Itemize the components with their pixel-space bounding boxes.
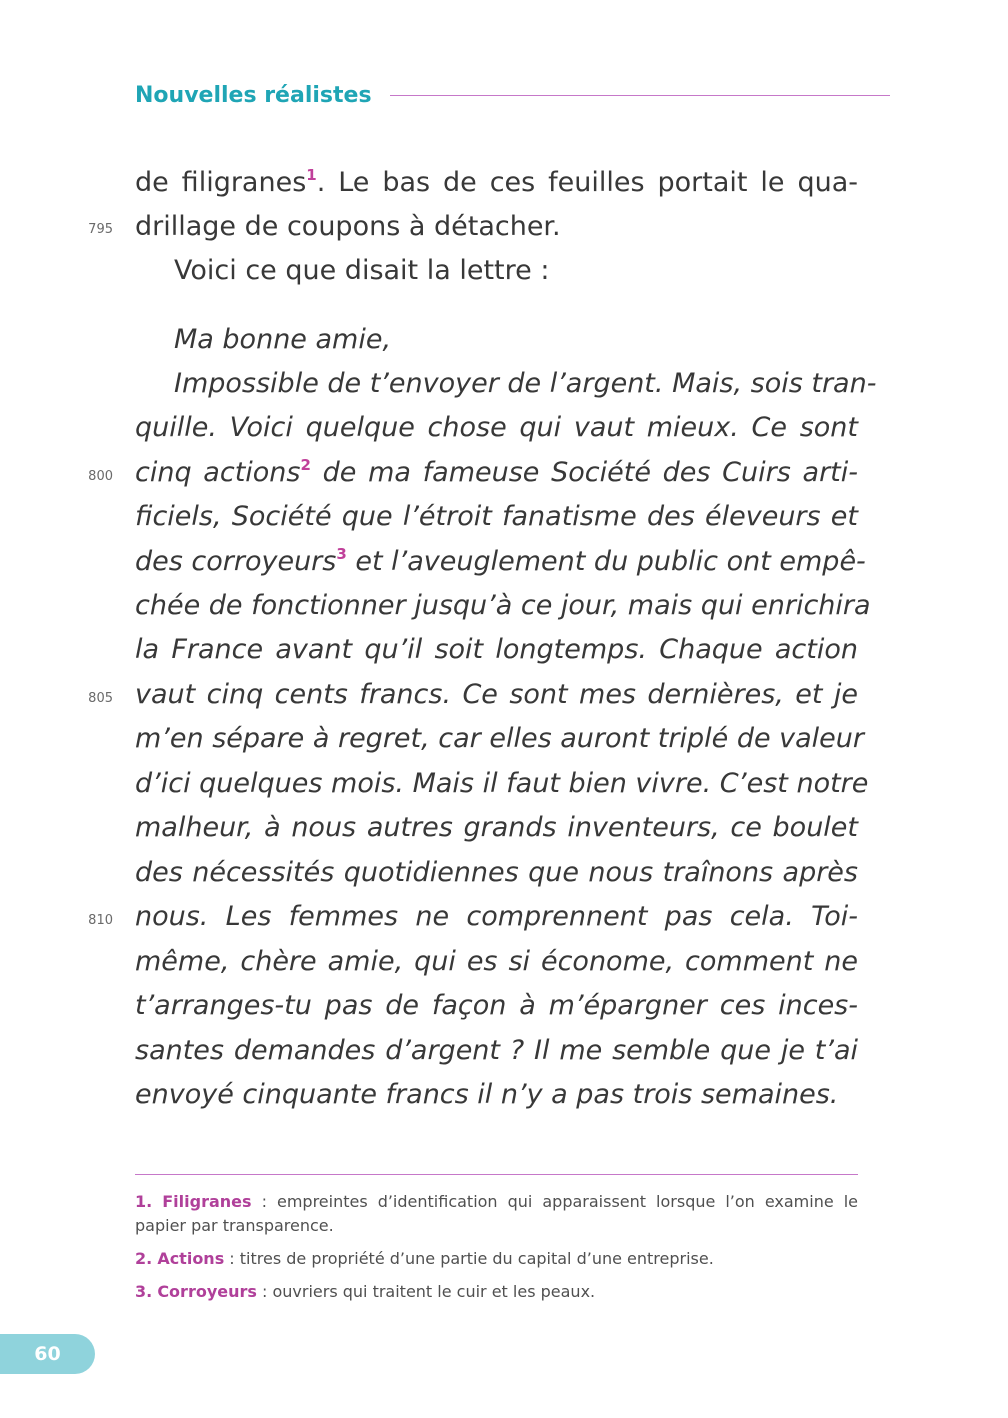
line-number: 805 [88, 691, 113, 706]
footnote-2 [135, 1247, 858, 1271]
letter-line: quille. Voici quelque chose qui vaut mieux. Ce sont [135, 412, 858, 443]
line-number: 810 [88, 913, 113, 928]
letter-line [135, 540, 866, 584]
footnote-term: Actions [157, 1249, 225, 1268]
body-text: . Le bas de ces feuilles portait le qua- [316, 167, 858, 198]
footnote-number: 2. [135, 1249, 153, 1268]
letter-line: m’en sépare à regret, car elles auront triplé de valeur [135, 723, 864, 754]
body-text: de filigranes [135, 167, 307, 198]
running-head-rule [390, 95, 890, 96]
footnote-ref: 1 [306, 166, 317, 184]
letter-line: envoyé cinquante francs il n’y a pas trois semaines. [135, 1079, 839, 1110]
footnote-text: : ouvriers qui traitent le cuir et les peaux. [256, 1282, 596, 1301]
footnote-text: : titres de propriété d’une partie du capital d’une entreprise. [224, 1249, 714, 1268]
body-line [135, 161, 858, 205]
footnote-number: 1. [135, 1192, 153, 1211]
letter-line [135, 451, 858, 495]
letter-text: et l’aveuglement du public ont empê- [346, 546, 866, 577]
letter-text: de ma fameuse Société des Cuirs arti- [310, 457, 859, 488]
footnote-number: 3. [135, 1282, 153, 1301]
running-head-title: Nouvelles réalistes [135, 82, 372, 108]
footnote-term: Filigranes [162, 1192, 252, 1211]
footnote-ref: 2 [300, 456, 311, 474]
letter-line: ficiels, Société que l’étroit fanatisme des éleveurs et [135, 501, 858, 532]
page-number: 60 [34, 1343, 61, 1365]
letter-line: vaut cinq cents francs. Ce sont mes dernières, et je [135, 679, 858, 710]
letter-line: santes demandes d’argent ? Il me semble que je t’ai [135, 1035, 858, 1066]
line-number: 800 [88, 469, 113, 484]
footnote-3 [135, 1280, 858, 1304]
body-line: Voici ce que disait la lettre : [174, 255, 550, 286]
footnote-ref: 3 [336, 545, 347, 563]
running-head [135, 80, 890, 110]
body-line: drillage de coupons à détacher. [135, 211, 561, 242]
footnote-rule [135, 1174, 858, 1175]
letter-text: des corroyeurs [135, 546, 337, 577]
letter-line: nous. Les femmes ne comprennent pas cela. Toi- [135, 901, 858, 932]
letter-line: Impossible de t’envoyer de l’argent. Mais, sois tran- [174, 368, 877, 399]
letter-line: t’arranges-tu pas de façon à m’épargner ces inces- [135, 990, 858, 1021]
footnote-term: Corroyeurs [157, 1282, 257, 1301]
letter-line: d’ici quelques mois. Mais il faut bien vivre. C’est notre [135, 768, 869, 799]
letter-line: même, chère amie, qui es si économe, comment ne [135, 946, 858, 977]
line-number: 795 [88, 222, 113, 237]
letter-text: cinq actions [135, 457, 301, 488]
letter-salutation: Ma bonne amie, [174, 324, 392, 355]
footnote-1 [135, 1190, 858, 1238]
letter-line: la France avant qu’il soit longtemps. Chaque action [135, 634, 858, 665]
letter-line: chée de fonctionner jusqu’à ce jour, mais qui enrichira [135, 590, 871, 621]
letter-line: malheur, à nous autres grands inventeurs, ce boulet [135, 812, 858, 843]
footnote-text: : empreintes d’identification qui apparaissent lorsque l’on examine le papier par transparence. [135, 1192, 859, 1235]
letter-line: des nécessités quotidiennes que nous traînons après [135, 857, 858, 888]
page-number-tab [0, 1334, 95, 1374]
